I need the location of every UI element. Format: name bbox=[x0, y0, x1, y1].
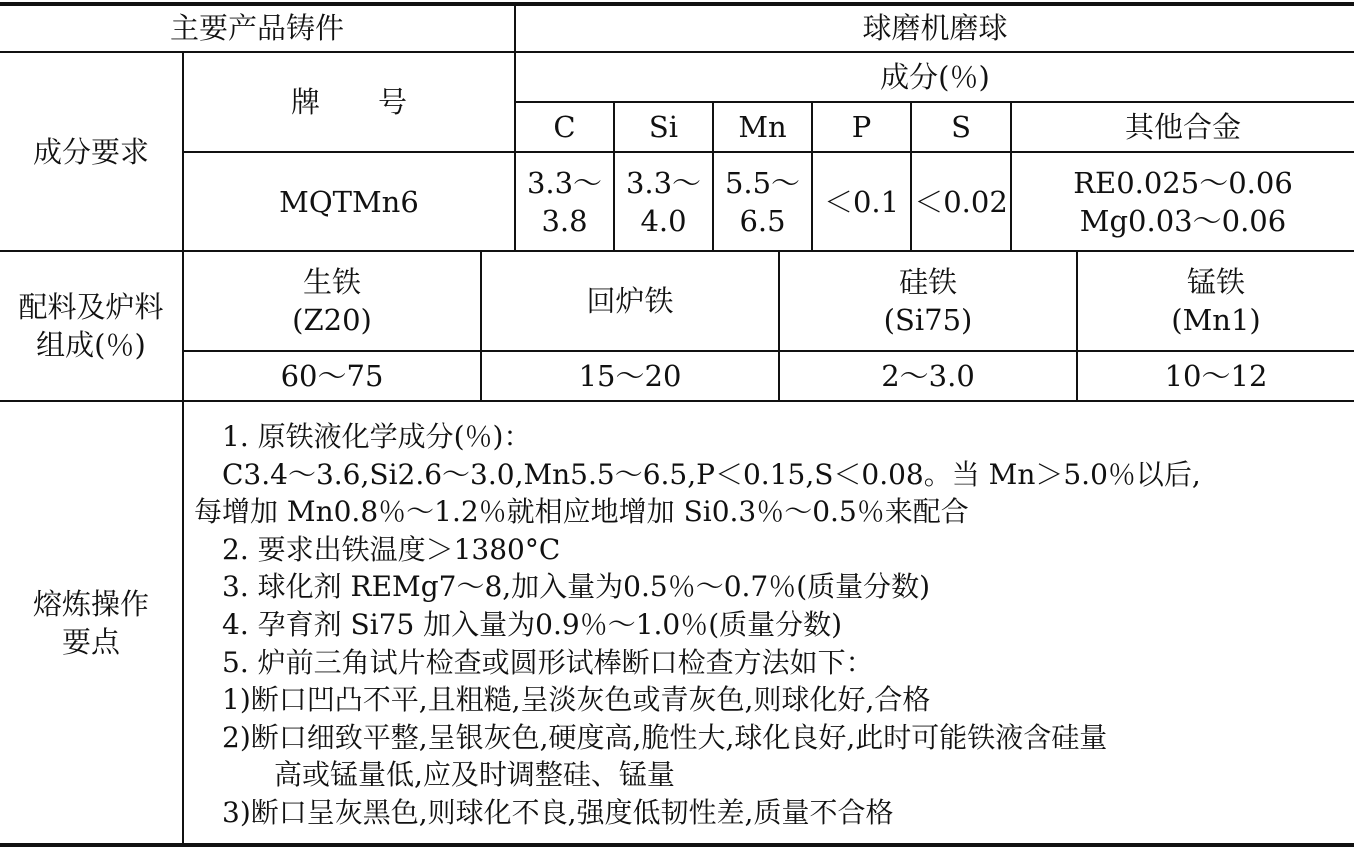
value-cell-other bbox=[1012, 153, 1354, 250]
element-label: 其他合金 bbox=[1124, 110, 1241, 144]
material-spec: (Z20) bbox=[292, 303, 372, 337]
value-cell-si bbox=[615, 153, 712, 250]
material-spec: (Si75) bbox=[883, 303, 973, 337]
charge-row-label-cell bbox=[0, 252, 182, 400]
grade-label-cell bbox=[184, 53, 514, 151]
product-label-cell bbox=[0, 4, 514, 51]
note-line: 5. 炉前三角试片检查或圆形试棒断口检查方法如下： bbox=[222, 645, 874, 679]
product-label: 主要产品铸件 bbox=[169, 10, 344, 45]
material-range: 2～3.0 bbox=[881, 359, 975, 393]
material-range: 15～20 bbox=[578, 359, 682, 393]
material-spec: (Mn1) bbox=[1171, 303, 1261, 337]
material-cell-ferromanganese bbox=[1078, 252, 1354, 350]
value-line: 4.0 bbox=[640, 203, 687, 238]
note-line: 每增加 Mn0.8％～1.2％就相应地增加 Si0.3％～0.5％来配合 bbox=[194, 495, 969, 529]
element-header-p bbox=[813, 103, 910, 151]
element-header-si bbox=[615, 103, 712, 151]
value-line: 3.3～ bbox=[625, 165, 702, 200]
material-cell-ferrosilicon bbox=[780, 252, 1076, 350]
material-cell-pig-iron bbox=[184, 252, 480, 350]
value-line: 3.3～ bbox=[526, 165, 603, 200]
value-line: 5.5～ bbox=[724, 165, 801, 200]
note-line: 3)断口呈灰黑色,则球化不良,强度低韧性差,质量不合格 bbox=[222, 795, 894, 829]
material-range: 60～75 bbox=[280, 359, 384, 393]
melting-notes bbox=[194, 418, 1344, 832]
grade-value: MQTMn6 bbox=[279, 184, 419, 219]
value-line: ＜0.02 bbox=[914, 184, 1008, 219]
value-line: 3.8 bbox=[541, 203, 588, 238]
melting-row-label-cell bbox=[0, 402, 182, 843]
element-label: P bbox=[851, 110, 872, 144]
value-line: 6.5 bbox=[739, 203, 786, 238]
row-divider bbox=[0, 400, 1354, 402]
material-range-pig-iron bbox=[184, 352, 480, 400]
note-line: 3. 球化剂 REMg7～8,加入量为0.5％～0.7％(质量分数) bbox=[222, 570, 931, 604]
material-name: 锰铁 bbox=[1186, 265, 1245, 299]
material-name: 硅铁 bbox=[898, 265, 957, 299]
charge-row-label: 配料及炉料 bbox=[18, 290, 164, 324]
composition-header: 成分(％) bbox=[880, 60, 990, 94]
element-label: C bbox=[553, 110, 576, 144]
value-line: ＜0.1 bbox=[823, 184, 900, 219]
composition-row-label: 成分要求 bbox=[32, 134, 149, 169]
element-label: S bbox=[951, 110, 971, 144]
product-value-cell bbox=[516, 4, 1354, 51]
value-line: RE0.025～0.06 bbox=[1073, 165, 1293, 200]
material-range: 10～12 bbox=[1164, 359, 1268, 393]
grade-value-cell bbox=[184, 153, 514, 250]
charge-row-label: 组成(％) bbox=[36, 328, 146, 362]
melting-row-label: 熔炼操作 bbox=[32, 586, 149, 621]
element-header-other bbox=[1012, 103, 1354, 151]
value-cell-mn bbox=[714, 153, 811, 250]
material-range-ferrosilicon bbox=[780, 352, 1076, 400]
value-line: Mg0.03～0.06 bbox=[1079, 203, 1287, 238]
note-line: 2. 要求出铁温度＞1380°C bbox=[222, 532, 561, 566]
element-header-c bbox=[516, 103, 613, 151]
value-cell-c bbox=[516, 153, 613, 250]
product-value: 球磨机磨球 bbox=[862, 10, 1008, 45]
element-label: Si bbox=[648, 110, 679, 144]
material-range-return-iron bbox=[482, 352, 778, 400]
material-cell-return-iron bbox=[482, 252, 778, 350]
composition-row-label-cell bbox=[0, 53, 182, 250]
note-line: 2)断口细致平整,呈银灰色,硬度高,脆性大,球化良好,此时可能铁液含硅量 bbox=[222, 720, 1108, 754]
melting-row-label: 要点 bbox=[61, 624, 120, 659]
material-name: 生铁 bbox=[302, 265, 361, 299]
note-line: 1. 原铁液化学成分(％)： bbox=[222, 420, 532, 453]
grade-label: 牌 号 bbox=[290, 85, 407, 119]
note-line: 高或锰量低,应及时调整硅、锰量 bbox=[274, 758, 675, 792]
note-line: C3.4～3.6,Si2.6～3.0,Mn5.5～6.5,P＜0.15,S＜0.08。当 Mn＞5.0％以后, bbox=[222, 457, 1201, 491]
element-header-s bbox=[912, 103, 1010, 151]
note-line: 4. 孕育剂 Si75 加入量为0.9％～1.0％(质量分数) bbox=[222, 607, 843, 641]
element-header-mn bbox=[714, 103, 811, 151]
composition-header-cell bbox=[516, 53, 1354, 101]
value-cell-p bbox=[813, 153, 910, 250]
table-bottom-border bbox=[0, 843, 1354, 847]
material-range-ferromanganese bbox=[1078, 352, 1354, 400]
element-label: Mn bbox=[738, 110, 787, 144]
value-cell-s bbox=[912, 153, 1010, 250]
material-name: 回炉铁 bbox=[586, 284, 674, 318]
note-line: 1)断口凹凸不平,且粗糙,呈淡灰色或青灰色,则球化好,合格 bbox=[222, 683, 931, 717]
